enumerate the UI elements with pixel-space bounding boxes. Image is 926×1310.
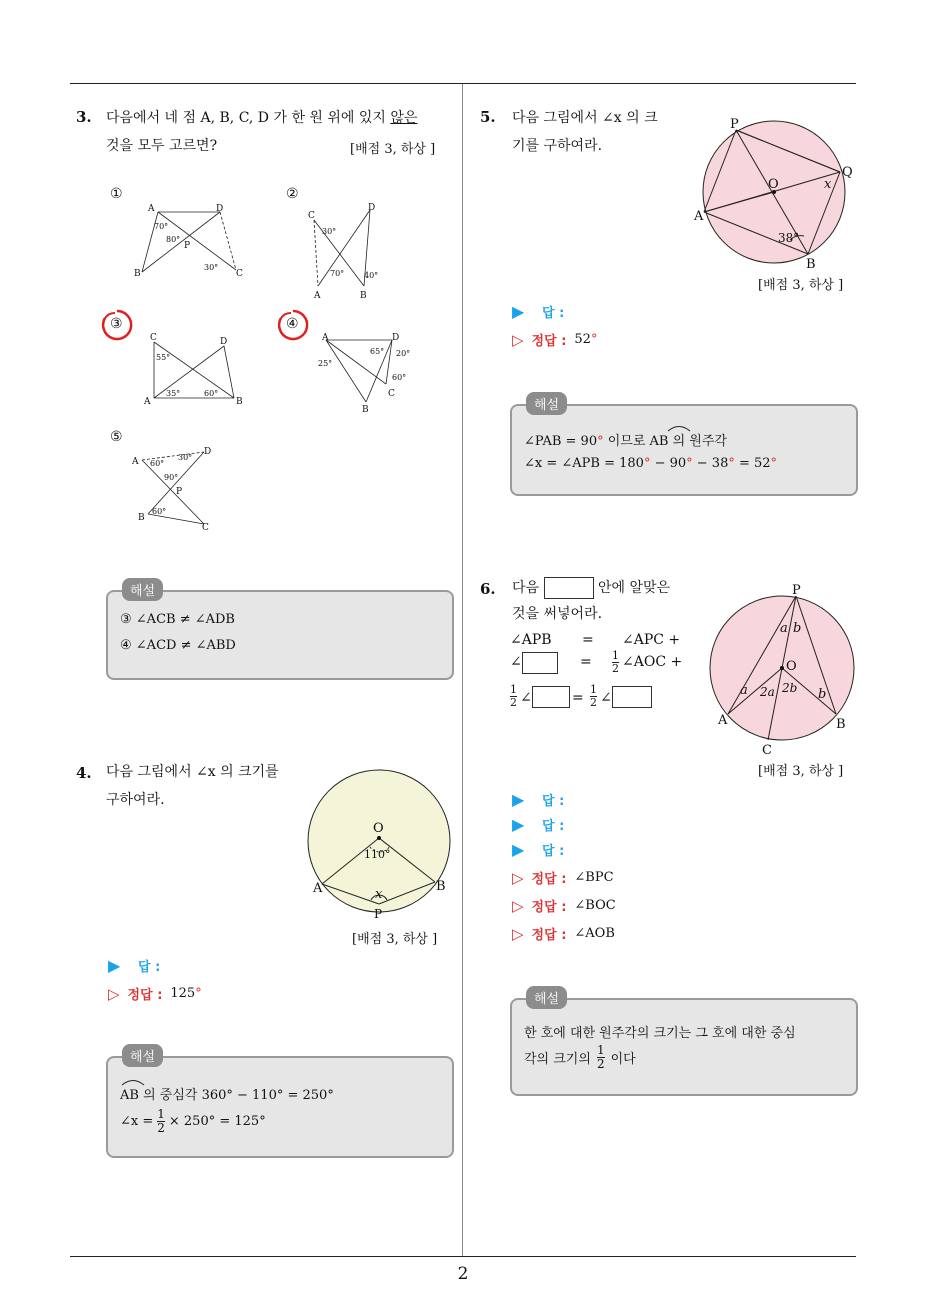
q4-label-P: P bbox=[374, 907, 383, 921]
q3-underline-word: 않은 bbox=[390, 110, 418, 126]
q4-number: 4. bbox=[76, 764, 92, 782]
fig4-angle-2: 65° bbox=[370, 347, 385, 356]
q6-explanation-line-2 bbox=[524, 1044, 636, 1071]
q5-score: [배점 3, 하상 ] bbox=[758, 278, 844, 293]
q5-exp2-deg1: ° bbox=[643, 456, 651, 471]
fig1-angle-1: 70° bbox=[154, 222, 169, 231]
q6-eq2-blank[interactable] bbox=[522, 652, 558, 674]
q6-answer-label-1: 답 : bbox=[542, 794, 565, 809]
q5-correct-row bbox=[512, 330, 597, 349]
q5-explanation-line-1 bbox=[524, 430, 727, 449]
q5-exp2-deg4: ° bbox=[770, 456, 778, 471]
q6-eq3-blank-2[interactable] bbox=[612, 686, 652, 708]
fig5-angle-2: 30° bbox=[178, 453, 193, 462]
fig4-angle-1: 25° bbox=[318, 359, 333, 368]
fig1-label-A: A bbox=[148, 204, 155, 214]
q4-correct-value: 125 bbox=[170, 986, 196, 1001]
fig4-label-D: D bbox=[392, 333, 400, 343]
fig3-label-B: B bbox=[236, 397, 243, 407]
q4-frac-num: 1 bbox=[157, 1107, 165, 1121]
top-rule bbox=[70, 83, 856, 84]
q3-option-3-selected-mark bbox=[100, 308, 134, 342]
q5-exp2-d: = 52 bbox=[734, 456, 771, 471]
q3-option-2-label: ② bbox=[286, 186, 299, 202]
q5-exp1-a: ∠PAB = 90 bbox=[524, 434, 598, 449]
q4-label-O: O bbox=[373, 821, 384, 836]
q6-label-C: C bbox=[762, 743, 772, 758]
q3-figure-4 bbox=[316, 330, 416, 416]
page-number: 2 bbox=[457, 1264, 469, 1284]
q3-option-4-label: ④ bbox=[286, 316, 299, 332]
q5-exp1-deg: ° bbox=[597, 434, 604, 449]
q5-correct-value: 52 bbox=[574, 332, 591, 347]
q6-blank-box bbox=[544, 577, 594, 599]
fig3-angle-1: 55° bbox=[156, 353, 171, 362]
q5-text-line2: 기를 구하여라. bbox=[512, 138, 603, 154]
fig5-label-A: A bbox=[132, 457, 139, 467]
q3-number: 3. bbox=[76, 108, 92, 126]
q5-exp2-b: − 90 bbox=[650, 456, 687, 471]
q5-exp2-c: − 38 bbox=[692, 456, 729, 471]
column-divider bbox=[462, 84, 463, 1256]
q4-exp-rhs: × 250° = 125° bbox=[168, 1114, 266, 1129]
q6-answer-row-2[interactable] bbox=[512, 815, 564, 834]
fig3-label-A: A bbox=[144, 397, 151, 407]
q6-explanation-box bbox=[510, 992, 858, 1096]
q4-correct-label: 정답 : bbox=[127, 988, 163, 1003]
q6-eq1-a: ∠APB bbox=[510, 632, 552, 648]
fig2-label-D: D bbox=[368, 203, 376, 213]
q6-answer-arrow-icon-1: ▶ bbox=[512, 790, 525, 809]
q4-label-B: B bbox=[436, 879, 446, 894]
q6-eq3-frac2-den: 2 bbox=[590, 696, 597, 709]
fig1-label-D: D bbox=[216, 204, 224, 214]
q6-correct-row-2 bbox=[512, 896, 616, 915]
fig3-label-C: C bbox=[150, 333, 157, 343]
q5-exp2-deg2: ° bbox=[686, 456, 693, 471]
fig3-angle-2: 35° bbox=[166, 389, 181, 398]
q5-label-O: O bbox=[768, 177, 779, 192]
q4-label-x: x bbox=[375, 887, 383, 902]
fig4-label-B: B bbox=[362, 405, 369, 415]
q6-exp2-b: 이다 bbox=[610, 1052, 636, 1067]
q6-correct-arrow-icon-3: ▷ bbox=[512, 924, 524, 943]
q6-explanation-tag: 해설 bbox=[526, 986, 567, 1009]
q6-label-2b: 2b bbox=[782, 681, 798, 695]
q6-eq2-b: = bbox=[580, 654, 592, 670]
q6-label-b-bottom: b bbox=[818, 687, 827, 702]
q6-equation-2 bbox=[510, 650, 700, 680]
q6-answer-label-3: 답 : bbox=[542, 844, 565, 859]
q4-exp-fraction bbox=[157, 1108, 165, 1135]
q6-label-a-bottom: a bbox=[740, 683, 748, 698]
q6-text-line1-b: 안에 알맞은 bbox=[597, 580, 671, 596]
fig1-label-B: B bbox=[134, 269, 141, 279]
q5-number: 5. bbox=[480, 108, 496, 126]
q5-label-P: P bbox=[730, 117, 739, 132]
q5-exp2-deg3: ° bbox=[728, 456, 735, 471]
q3-text-line1-main: 다음에서 네 점 A, B, C, D 가 한 원 위에 있지 bbox=[106, 110, 386, 126]
fig5-angle-4: 60° bbox=[152, 507, 167, 516]
fig1-label-C: C bbox=[236, 269, 243, 279]
q4-answer-label: 답 : bbox=[138, 960, 161, 975]
fig3-label-D: D bbox=[220, 337, 228, 347]
q6-exp-fraction bbox=[597, 1044, 605, 1071]
q5-arc-mark bbox=[666, 424, 692, 432]
q6-eq1-b: = bbox=[582, 632, 594, 648]
fig5-label-C: C bbox=[202, 523, 209, 533]
q6-label-a-top: a bbox=[780, 621, 788, 636]
fig5-angle-1: 60° bbox=[150, 459, 165, 468]
q6-label-O: O bbox=[786, 659, 797, 674]
q4-score: [배점 3, 하상 ] bbox=[352, 932, 438, 947]
q6-label-2a: 2a bbox=[760, 685, 775, 699]
q6-eq2-frac-num: 1 bbox=[612, 649, 619, 662]
q6-label-A: A bbox=[718, 713, 728, 728]
bottom-rule bbox=[70, 1256, 856, 1257]
q6-eq3-frac1-num: 1 bbox=[510, 683, 517, 696]
q4-text-line1: 다음 그림에서 ∠x 의 크기를 bbox=[106, 764, 279, 780]
q5-label-A: A bbox=[694, 209, 704, 224]
fig4-angle-3: 20° bbox=[396, 349, 411, 358]
fig2-label-A: A bbox=[314, 291, 321, 301]
fig4-label-A: A bbox=[322, 333, 329, 343]
q6-circle-figure bbox=[706, 582, 860, 758]
fig2-angle-3: 40° bbox=[364, 271, 379, 280]
q6-explanation-line-1: 한 호에 대한 원주각의 크기는 그 호에 대한 중심 bbox=[524, 1026, 796, 1041]
q3-option-5-label: ⑤ bbox=[110, 429, 123, 445]
q4-explanation-line-2 bbox=[120, 1108, 266, 1135]
q6-label-P: P bbox=[792, 583, 801, 598]
q5-explanation-box bbox=[510, 398, 858, 496]
q6-correct-arrow-icon-1: ▷ bbox=[512, 868, 524, 887]
q3-explanation-box bbox=[106, 584, 454, 680]
q5-answer-arrow-icon: ▶ bbox=[512, 302, 525, 321]
q6-answer-row-3[interactable] bbox=[512, 840, 564, 859]
q6-eq3-b: = bbox=[572, 690, 584, 706]
q6-exp-frac-den: 2 bbox=[596, 1057, 605, 1071]
q6-answer-label-2: 답 : bbox=[542, 819, 565, 834]
q6-correct-row-1 bbox=[512, 868, 614, 887]
q6-correct-label-1: 정답 : bbox=[531, 872, 567, 887]
q5-label-Q: Q bbox=[842, 165, 853, 180]
q4-answer-arrow-icon: ▶ bbox=[108, 956, 121, 975]
q6-text-line2: 것을 써넣어라. bbox=[512, 606, 603, 622]
q6-eq3-blank-1[interactable] bbox=[532, 686, 570, 708]
fig1-angle-2: 80° bbox=[166, 235, 181, 244]
fig5-label-B: B bbox=[138, 513, 145, 523]
q6-label-b-top: b bbox=[793, 621, 802, 636]
q3-option-4-selected-mark bbox=[276, 308, 310, 342]
q6-eq3-fraction-1 bbox=[510, 684, 517, 709]
q5-correct-degree: ° bbox=[590, 332, 598, 347]
fig5-label-P: P bbox=[176, 487, 183, 497]
q3-explanation-line-1: ③ ∠ACB ≠ ∠ADB bbox=[120, 612, 235, 627]
q3-explanation-line-2: ④ ∠ACD ≠ ∠ABD bbox=[120, 638, 236, 653]
q3-option-1-label: ① bbox=[110, 186, 123, 202]
q6-correct-value-1: ∠BPC bbox=[574, 870, 614, 885]
q6-equation-3 bbox=[510, 684, 700, 718]
q4-text-line2: 구하여라. bbox=[106, 792, 165, 808]
q6-number: 6. bbox=[480, 580, 496, 598]
fig1-angle-3: 30° bbox=[204, 263, 219, 272]
q4-explanation-line-1: AB 의 중심각 360° − 110° = 250° bbox=[120, 1088, 334, 1103]
q5-text-line1: 다음 그림에서 ∠x 의 크 bbox=[512, 110, 658, 126]
q6-eq3-frac2-num: 1 bbox=[590, 683, 597, 696]
q4-circle-figure bbox=[300, 762, 460, 924]
fig2-angle-2: 70° bbox=[330, 269, 345, 278]
q6-eq2-a: ∠ bbox=[510, 654, 522, 670]
q4-correct-degree: ° bbox=[195, 986, 202, 1001]
fig2-label-C: C bbox=[308, 211, 315, 221]
q3-figure-1 bbox=[128, 196, 258, 282]
q3-text-line2: 것을 모두 고르면? bbox=[106, 138, 218, 154]
fig2-label-B: B bbox=[360, 291, 367, 301]
q4-exp-lhs: ∠x = bbox=[120, 1114, 154, 1129]
q4-explanation-box bbox=[106, 1050, 454, 1158]
q5-explanation-tag: 해설 bbox=[526, 392, 567, 415]
q6-answer-row-1[interactable] bbox=[512, 790, 564, 809]
fig1-label-P: P bbox=[184, 241, 191, 251]
q4-label-A: A bbox=[313, 881, 323, 896]
fig3-angle-3: 60° bbox=[204, 389, 219, 398]
q6-answer-arrow-icon-3: ▶ bbox=[512, 840, 525, 859]
q6-correct-row-3 bbox=[512, 924, 615, 943]
q4-answer-row[interactable] bbox=[108, 956, 160, 975]
q4-frac-den: 2 bbox=[157, 1121, 165, 1135]
q6-correct-value-3: ∠AOB bbox=[574, 926, 615, 941]
q4-correct-row bbox=[108, 984, 202, 1003]
q4-explanation-tag: 해설 bbox=[122, 1044, 163, 1067]
q6-label-B: B bbox=[836, 717, 846, 732]
q6-text-line1-a: 다음 bbox=[512, 580, 540, 596]
q3-explanation-tag: 해설 bbox=[122, 578, 163, 601]
q5-answer-label: 답 : bbox=[542, 306, 565, 321]
q5-angle-label: 38° bbox=[778, 231, 800, 245]
q6-exp-frac-num: 1 bbox=[596, 1043, 605, 1057]
q4-angle-label: 110° bbox=[364, 848, 391, 861]
q3-option-3-label: ③ bbox=[110, 316, 123, 332]
q6-exp2-a: 각의 크기의 bbox=[524, 1052, 591, 1067]
q5-explanation-line-2 bbox=[524, 456, 777, 471]
q6-eq3-a: ∠ bbox=[520, 690, 532, 706]
q6-eq3-c: ∠ bbox=[600, 690, 612, 706]
q6-correct-label-3: 정답 : bbox=[531, 928, 567, 943]
q3-text-line1 bbox=[106, 104, 417, 132]
q6-eq2-fraction bbox=[612, 650, 619, 675]
q5-label-B: B bbox=[806, 257, 816, 272]
q6-score: [배점 3, 하상 ] bbox=[758, 764, 844, 779]
q5-correct-arrow-icon: ▷ bbox=[512, 330, 524, 349]
q3-figure-3 bbox=[140, 330, 250, 410]
q5-exp1-b: 이므로 AB 의 원주각 bbox=[603, 434, 727, 449]
q6-correct-label-2: 정답 : bbox=[531, 900, 567, 915]
q4-correct-arrow-icon: ▷ bbox=[108, 984, 120, 1003]
q6-eq1-c: ∠APC + bbox=[622, 632, 681, 648]
q6-answer-arrow-icon-2: ▶ bbox=[512, 815, 525, 834]
q5-correct-label: 정답 : bbox=[531, 334, 567, 349]
fig2-angle-1: 30° bbox=[322, 227, 337, 236]
q6-eq3-frac1-den: 2 bbox=[510, 696, 517, 709]
fig4-angle-4: 60° bbox=[392, 373, 407, 382]
q5-exp2-a: ∠x = ∠APB = 180 bbox=[524, 456, 644, 471]
q3-figure-2 bbox=[300, 200, 390, 304]
q5-label-x: x bbox=[824, 177, 832, 192]
fig5-angle-3: 90° bbox=[164, 473, 179, 482]
q6-eq3-fraction-2 bbox=[590, 684, 597, 709]
q6-eq2-c: ∠AOC + bbox=[622, 654, 683, 670]
q5-answer-row[interactable] bbox=[512, 302, 564, 321]
fig5-label-D: D bbox=[204, 447, 212, 457]
fig4-label-C: C bbox=[388, 389, 395, 399]
q6-correct-arrow-icon-2: ▷ bbox=[512, 896, 524, 915]
q5-circle-figure bbox=[690, 112, 860, 274]
q6-correct-value-2: ∠BOC bbox=[574, 898, 616, 913]
q6-eq2-frac-den: 2 bbox=[612, 662, 619, 675]
q6-text-line1 bbox=[512, 574, 670, 602]
q3-score: [배점 3, 하상 ] bbox=[350, 142, 436, 157]
q3-figure-5 bbox=[128, 444, 228, 534]
